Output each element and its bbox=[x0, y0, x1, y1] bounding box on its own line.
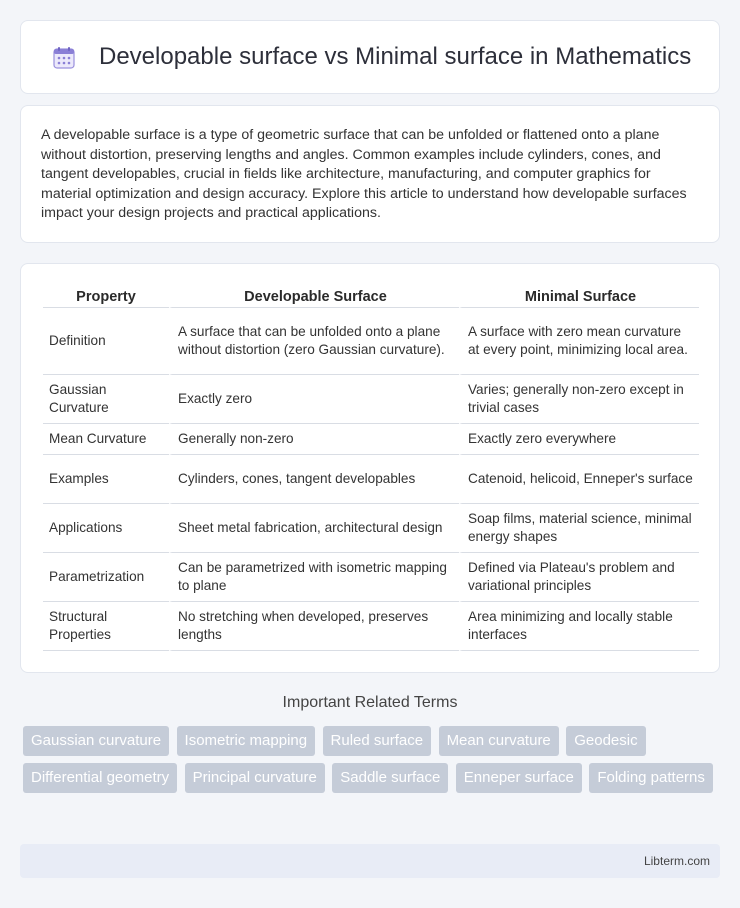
intro-paragraph: A developable surface is a type of geometric surface that can be unfolded or flattened onto a plane without distortion, preserving lengths and angles. Common examples include cylinders, cones, and tangent developables, crucial in fields like architecture, manufacturing, and computer graphics for material optimization and design accuracy. Explore this article to understand how developable surfaces impact your design projects and practical applications. bbox=[41, 127, 687, 222]
row-property: Applications bbox=[43, 504, 169, 553]
footer-brand-link[interactable]: Libterm.com bbox=[643, 854, 710, 868]
intro-card bbox=[20, 105, 720, 243]
tag-mean-curvature[interactable]: Mean curvature bbox=[439, 726, 559, 756]
row-minimal-value: Exactly zero everywhere bbox=[459, 424, 699, 455]
row-minimal-value: A surface with zero mean curvature at every point, minimizing local area. bbox=[459, 308, 699, 375]
row-developable-value: Exactly zero bbox=[169, 375, 459, 424]
table-row bbox=[43, 375, 699, 424]
row-property: Mean Curvature bbox=[43, 424, 169, 455]
row-developable-value: A surface that can be unfolded onto a plane without distortion (zero Gaussian curvature). bbox=[169, 308, 459, 375]
calendar-icon bbox=[51, 45, 77, 71]
table-row bbox=[43, 602, 699, 651]
header-property: Property bbox=[43, 284, 169, 308]
tag-saddle-surface[interactable]: Saddle surface bbox=[332, 763, 448, 793]
row-developable-value: Cylinders, cones, tangent developables bbox=[169, 455, 459, 504]
row-minimal-value: Soap films, material science, minimal energy shapes bbox=[459, 504, 699, 553]
table-row bbox=[43, 424, 699, 455]
row-developable-value: No stretching when developed, preserves lengths bbox=[169, 602, 459, 651]
row-property: Definition bbox=[43, 308, 169, 375]
row-minimal-value: Varies; generally non-zero except in trivial cases bbox=[459, 375, 699, 424]
tag-differential-geometry[interactable]: Differential geometry bbox=[23, 763, 177, 793]
table-row bbox=[43, 308, 699, 375]
row-property: Parametrization bbox=[43, 553, 169, 602]
row-developable-value: Sheet metal fabrication, architectural design bbox=[169, 504, 459, 553]
tag-folding-patterns[interactable]: Folding patterns bbox=[589, 763, 713, 793]
row-minimal-value: Catenoid, helicoid, Enneper's surface bbox=[459, 455, 699, 504]
row-property: Structural Properties bbox=[43, 602, 169, 651]
comparison-card bbox=[20, 263, 720, 673]
row-minimal-value: Defined via Plateau's problem and variational principles bbox=[459, 553, 699, 602]
header-developable: Developable Surface bbox=[169, 284, 459, 308]
table-row bbox=[43, 455, 699, 504]
header-minimal: Minimal Surface bbox=[459, 284, 699, 308]
table-row bbox=[43, 553, 699, 602]
table-row bbox=[43, 504, 699, 553]
related-terms-heading: Important Related Terms bbox=[282, 694, 458, 711]
row-property: Gaussian Curvature bbox=[43, 375, 169, 424]
row-developable-value: Can be parametrized with isometric mapping to plane bbox=[169, 553, 459, 602]
table-header-row bbox=[43, 284, 699, 308]
header-card bbox=[20, 20, 720, 94]
tag-ruled-surface[interactable]: Ruled surface bbox=[323, 726, 432, 756]
tag-isometric-mapping[interactable]: Isometric mapping bbox=[177, 726, 316, 756]
row-property: Examples bbox=[43, 455, 169, 504]
page-title: Developable surface vs Minimal surface in Mathematics bbox=[99, 43, 692, 70]
row-minimal-value: Area minimizing and locally stable interfaces bbox=[459, 602, 699, 651]
tag-principal-curvature[interactable]: Principal curvature bbox=[185, 763, 325, 793]
row-developable-value: Generally non-zero bbox=[169, 424, 459, 455]
tag-gaussian-curvature[interactable]: Gaussian curvature bbox=[23, 726, 169, 756]
related-terms-list bbox=[23, 726, 723, 800]
tag-enneper-surface[interactable]: Enneper surface bbox=[456, 763, 582, 793]
comparison-table bbox=[43, 284, 699, 651]
footer bbox=[20, 844, 720, 878]
tag-geodesic[interactable]: Geodesic bbox=[566, 726, 645, 756]
